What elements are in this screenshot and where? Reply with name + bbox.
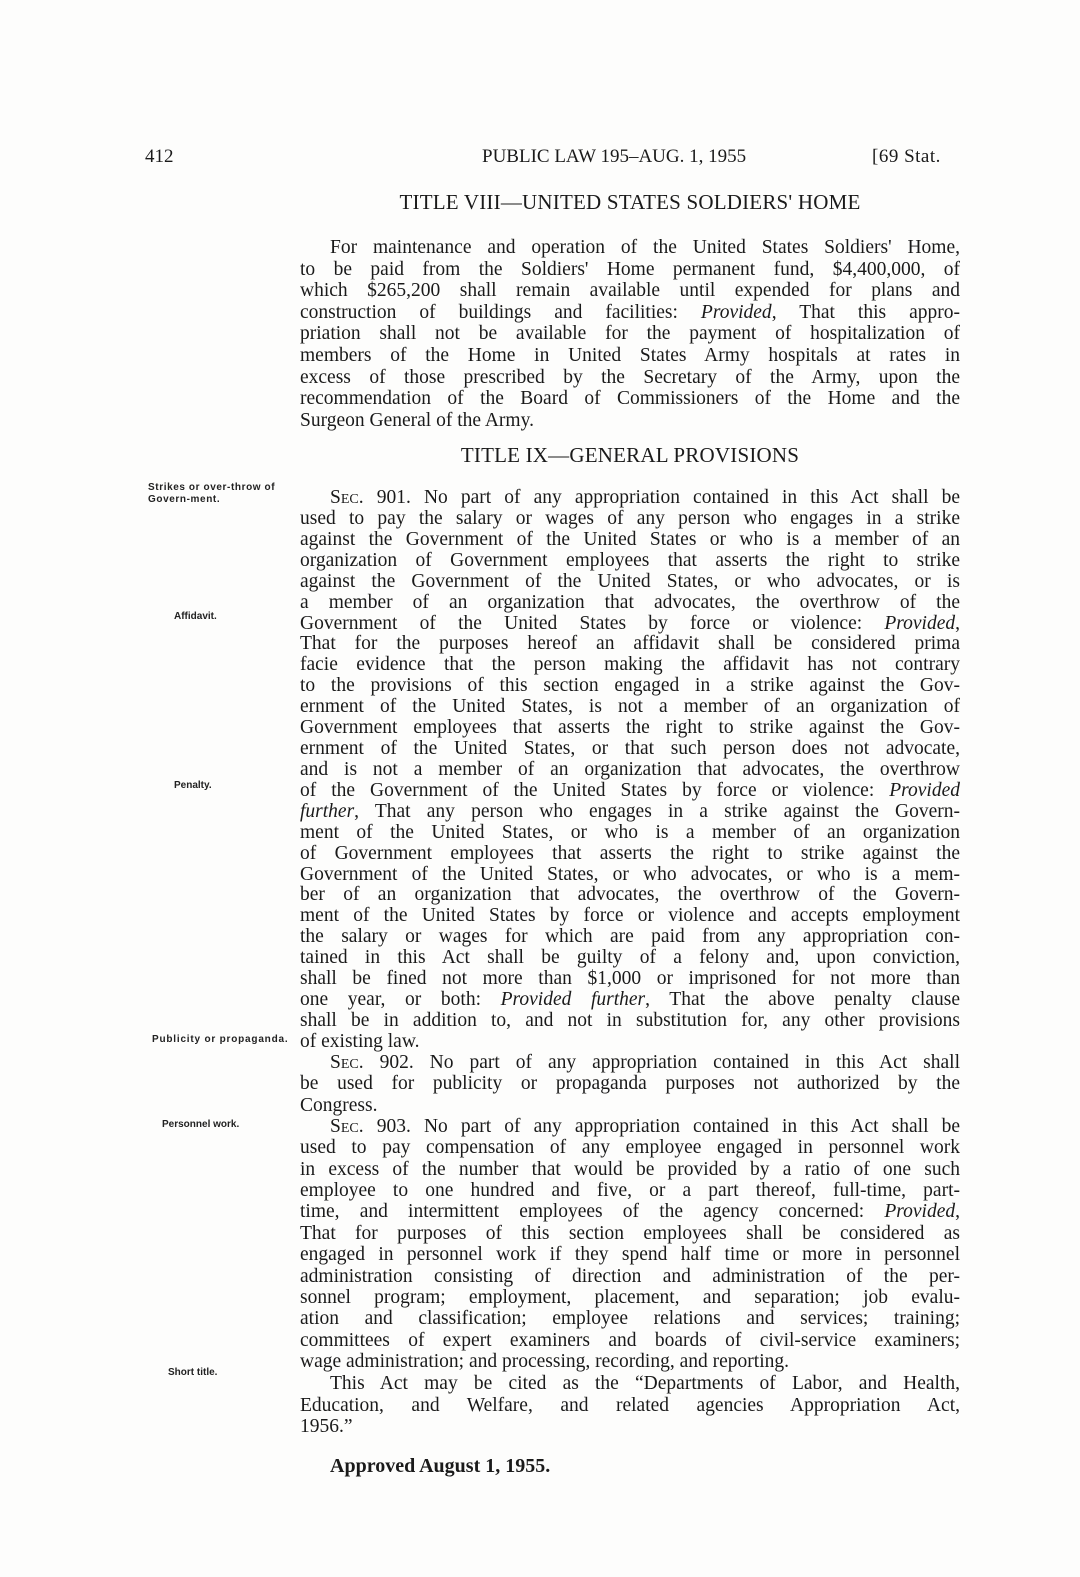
text-line: [300, 529, 960, 551]
text-segment: used to pay compensation of any employee engaged in personnel work: [300, 1137, 960, 1159]
text-segment: , That any person who engages in a strike against the Govern-: [354, 800, 960, 822]
text-line: [300, 654, 960, 676]
text-line: [300, 571, 960, 593]
text-line: [300, 968, 960, 990]
text-line: [300, 759, 960, 781]
text-line: [300, 1031, 960, 1053]
text-segment: construction of buildings and facilities:: [300, 301, 701, 323]
running-title: PUBLIC LAW 195–AUG. 1, 1955: [482, 146, 747, 167]
text-line: [300, 926, 960, 948]
text-line: [330, 237, 960, 259]
text-segment: against the Government of the United States or who is a member of an: [300, 528, 960, 550]
text-segment: the salary or wages for which are paid from any appropriation con-: [300, 926, 960, 948]
italic-text: further: [300, 800, 355, 822]
text-line: [300, 1073, 960, 1095]
text-line: [300, 1137, 960, 1159]
text-segment: against the Government of the United States, or who advocates, or is: [300, 570, 960, 592]
text-line: [300, 633, 960, 655]
text-segment: organization of Government employees that asserts the right to strike: [300, 549, 960, 571]
text-segment: engaged in personnel work if they spend half time or more in personnel: [300, 1244, 960, 1266]
text-segment: recommendation of the Board of Commissioners of the Home and the: [300, 388, 960, 410]
approval-date: Approved August 1, 1955.: [330, 1455, 551, 1477]
text-line: [300, 801, 960, 823]
text-segment: administration consisting of direction and administration of the per-: [300, 1265, 960, 1287]
text-segment: Government of the United States, or who advocates, or who is a mem-: [300, 863, 960, 885]
text-segment: shall be in addition to, and not in substitution for, any other provisions: [300, 1010, 960, 1031]
text-segment: For maintenance and operation of the United States Soldiers' Home,: [330, 237, 960, 258]
text-line: [300, 1223, 960, 1245]
text-line: [300, 1180, 960, 1202]
italic-text: Provided: [889, 779, 960, 801]
text-segment: employee to one hundred and five, or a part thereof, full-time, part-: [300, 1180, 960, 1202]
text-line: [300, 675, 960, 697]
text-line: [300, 592, 960, 614]
small-caps-text: Sec.: [330, 1052, 364, 1073]
text-line: [300, 280, 960, 302]
text-line: [300, 738, 960, 760]
text-segment: of the Government of the United States by force or violence:: [300, 779, 890, 801]
text-line: [300, 1287, 960, 1309]
text-line: [300, 1244, 960, 1266]
text-segment: 901. No part of any appropriation contained in this Act shall be: [363, 487, 960, 508]
text-segment: and is not a member of an organization that advocates, the overthrow: [300, 758, 960, 780]
text-segment: That for purposes of this section employees shall be considered as: [300, 1222, 960, 1244]
text-line: [300, 388, 960, 410]
text-segment: ernment of the United States, is not a member of an organization of: [300, 696, 960, 718]
text-segment: ment of the United States, or who is a member of an organization: [300, 821, 960, 843]
text-segment: time, and intermittent employees of the agency concerned:: [300, 1201, 885, 1223]
text-segment: ,: [955, 1201, 960, 1223]
text-segment: Education, and Welfare, and related agencies Appropriation Act,: [300, 1394, 960, 1416]
text-segment: shall be fined not more than $1,000 or imprisoned for not more than: [300, 968, 960, 990]
text-segment: of Government employees that asserts the right to strike against the: [300, 842, 960, 864]
margin-note-personnel-work: Personnel work.: [162, 1119, 240, 1130]
text-segment: facie evidence that the person making the affidavit has not contrary: [300, 654, 960, 676]
text-segment: , That this appro-: [771, 301, 960, 323]
small-caps-text: Sec.: [330, 487, 364, 508]
text-line: [300, 410, 960, 432]
text-line: [300, 1201, 960, 1223]
text-segment: excess of those prescribed by the Secretary of the Army, upon the: [300, 366, 960, 388]
text-segment: ment of the United States by force or violence and accepts employment: [300, 905, 960, 927]
text-line: [300, 1330, 960, 1352]
text-line: [300, 613, 960, 635]
text-line: [300, 696, 960, 718]
text-segment: Government of the United States by force or violence:: [300, 612, 885, 634]
margin-note-short-title: Short title.: [168, 1367, 218, 1378]
text-line: [330, 1116, 960, 1138]
text-segment: This Act may be cited as the “Departments of Labor, and Health,: [330, 1373, 960, 1394]
text-line: [330, 1373, 960, 1395]
text-line: [300, 717, 960, 739]
text-line: [300, 1395, 960, 1417]
margin-note-affidavit: Affidavit.: [174, 611, 217, 622]
italic-text: Provided: [884, 1201, 956, 1223]
text-segment: ,: [955, 612, 960, 634]
margin-note-penalty: Penalty.: [174, 780, 212, 791]
text-segment: one year, or both:: [300, 989, 501, 1011]
title-ix-heading: TITLE IX—GENERAL PROVISIONS: [460, 443, 800, 467]
text-segment: priation shall not be available for the payment of hospitalization of: [300, 323, 960, 345]
text-segment: ation and classification; employee relations and services; training;: [300, 1308, 960, 1330]
text-segment: of existing law.: [300, 1030, 420, 1052]
small-caps-text: Sec.: [330, 1116, 364, 1137]
text-line: [330, 487, 960, 509]
volume-citation: [69 Stat.: [872, 146, 941, 167]
text-segment: to be paid from the Soldiers' Home permanent fund, $4,400,000, of: [300, 258, 960, 280]
margin-note-strikes: Strikes or over-throw of Govern-ment.: [148, 482, 276, 505]
text-line: [300, 1159, 960, 1181]
text-segment: to the provisions of this section engaged in a strike against the Gov-: [300, 675, 960, 697]
text-line: [300, 302, 960, 324]
text-segment: Government employees that asserts the right to strike against the Gov-: [300, 717, 960, 739]
text-line: [300, 1095, 960, 1117]
text-line: [300, 822, 960, 844]
text-segment: 1956.”: [300, 1416, 353, 1437]
text-segment: which $265,200 shall remain available until expended for plans and: [300, 280, 960, 302]
text-line: [300, 345, 960, 367]
page-number: 412: [145, 146, 174, 167]
text-line: [300, 1416, 960, 1438]
italic-text: Provided: [884, 612, 956, 634]
text-segment: 903. No part of any appropriation contained in this Act shall be: [363, 1116, 960, 1137]
text-line: [300, 508, 960, 530]
text-line: [300, 989, 960, 1011]
text-line: [300, 947, 960, 969]
text-line: [300, 905, 960, 927]
text-line: [300, 864, 960, 886]
text-segment: That for the purposes hereof an affidavit shall be considered prima: [300, 633, 960, 655]
text-line: [330, 1052, 960, 1074]
text-line: [300, 323, 960, 345]
text-segment: , That the above penalty clause: [645, 989, 960, 1011]
text-segment: ber of an organization that advocates, the overthrow of the Govern-: [300, 884, 960, 906]
text-segment: used to pay the salary or wages of any person who engages in a strike: [300, 507, 960, 529]
text-line: [300, 1308, 960, 1330]
text-segment: a member of an organization that advocates, the overthrow of the: [300, 591, 960, 613]
title-viii-heading: TITLE VIII—UNITED STATES SOLDIERS' HOME: [399, 190, 861, 214]
text-line: [300, 550, 960, 572]
text-segment: Surgeon General of the Army.: [300, 409, 534, 431]
text-line: [300, 780, 960, 802]
italic-text: Provided: [700, 301, 772, 323]
margin-note-publicity: Publicity or propaganda.: [152, 1034, 289, 1045]
text-line: [300, 884, 960, 906]
text-segment: 902. No part of any appropriation contained in this Act shall: [363, 1052, 960, 1073]
text-segment: be used for publicity or propaganda purposes not authorized by the: [300, 1073, 960, 1095]
text-segment: Congress.: [300, 1094, 378, 1116]
text-line: [300, 367, 960, 389]
text-segment: sonnel program; employment, placement, and separation; job evalu-: [300, 1286, 960, 1308]
text-line: [300, 259, 960, 281]
text-segment: in excess of the number that would be provided by a ratio of one such: [300, 1158, 960, 1180]
text-line: [300, 1266, 960, 1288]
text-line: [300, 1010, 960, 1032]
text-segment: ernment of the United States, or that such person does not advocate,: [300, 738, 960, 760]
text-segment: wage administration; and processing, recording, and reporting.: [300, 1350, 789, 1372]
text-segment: committees of expert examiners and boards of civil-service examiners;: [300, 1329, 960, 1351]
text-segment: members of the Home in United States Army hospitals at rates in: [300, 345, 960, 366]
text-line: [300, 1351, 960, 1373]
text-segment: tained in this Act shall be guilty of a felony and, upon conviction,: [300, 947, 960, 969]
italic-text: Provided further: [500, 989, 646, 1011]
text-line: [300, 843, 960, 865]
